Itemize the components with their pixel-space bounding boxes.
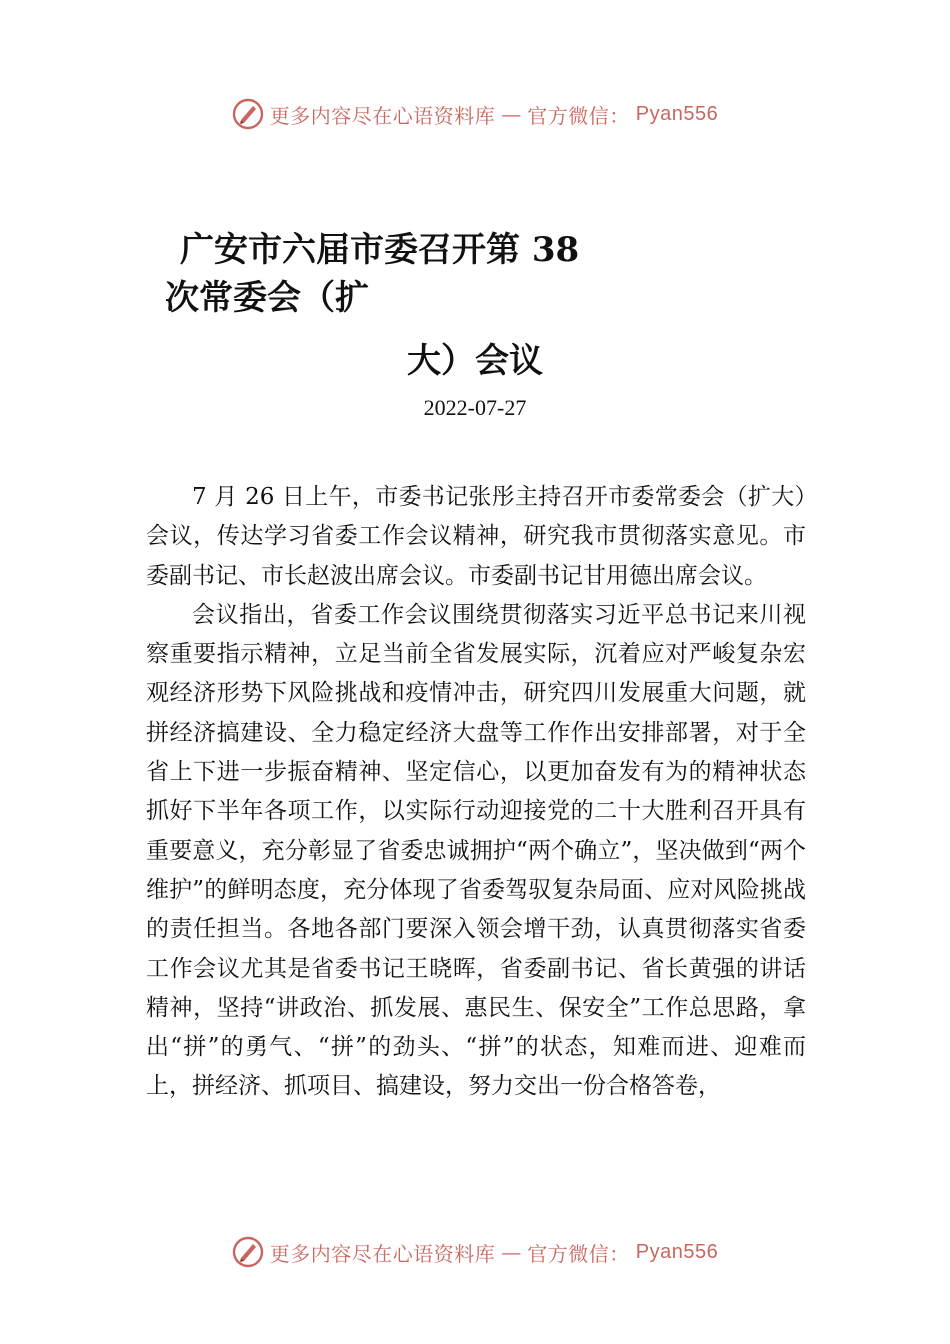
- watermark-wechat-label: 官方微信：: [527, 1241, 630, 1266]
- logo-seal-icon: [232, 1236, 264, 1268]
- header-watermark: [0, 94, 950, 134]
- article-title-line-3: 大）会议: [407, 341, 543, 381]
- watermark-wechat-id: Pyan556: [635, 1240, 719, 1263]
- watermark-separator: —: [501, 1240, 522, 1264]
- body-paragraph: 会议指出，省委工作会议围绕贯彻落实习近平总书记来川视察重要指示精神，立足当前全省发展实际，沉着应对严峻复杂宏观经济形势下风险挑战和疫情冲击，研究四川发展重大问题，就拼经济搞建设、全力稳定经济大盘等工作作出安排部署，对于全省上下进一步振奋精神、坚定信心，以更加奋发有为的精神状态抓好下半年各项工作，以实际行动迎接党的二十大胜利召开具有重要意义，充分彰显了省委忠诚拥护“两个确立”，坚决做到“两个维护”的鲜明态度，充分体现了省委驾驭复杂局面、应对风险挑战的责任担当。各地各部门要深入领会增干劲，认真贯彻落实省委工作会议尤其是省委书记王晓晖，省委副书记、省长黄强的讲话精神，坚持“讲政治、抓发展、惠民生、保安全”工作总思路，拿出“拼”的勇气、“拼”的劲头、“拼”的状态，知难而进、迎难而上，拼经济、抓项目、搞建设，努力交出一份合格答卷，: [146, 601, 806, 1100]
- watermark-wechat-id: Pyan556: [635, 102, 719, 125]
- footer-watermark: [0, 1232, 950, 1272]
- article-body: [146, 478, 806, 1107]
- article-title-line-1: 广安市六届市委召开第 38: [180, 230, 580, 270]
- watermark-text: 更多内容尽在心语资料库: [269, 1241, 496, 1266]
- article-date: 2022-07-27: [423, 395, 527, 420]
- logo-seal-icon: [232, 98, 264, 130]
- watermark-text: 更多内容尽在心语资料库: [269, 103, 496, 128]
- article-title-line-2: 次常委会（扩: [165, 278, 369, 318]
- watermark-separator: —: [501, 102, 522, 126]
- body-paragraph: 7 月 26 日上午，市委书记张彤主持召开市委常委会（扩大）会议，传达学习省委工作会议精神，研究我市贯彻落实意见。市委副书记、市长赵波出席会议。市委副书记甘用德出席会议。: [146, 484, 806, 589]
- watermark-wechat-label: 官方微信：: [527, 103, 630, 128]
